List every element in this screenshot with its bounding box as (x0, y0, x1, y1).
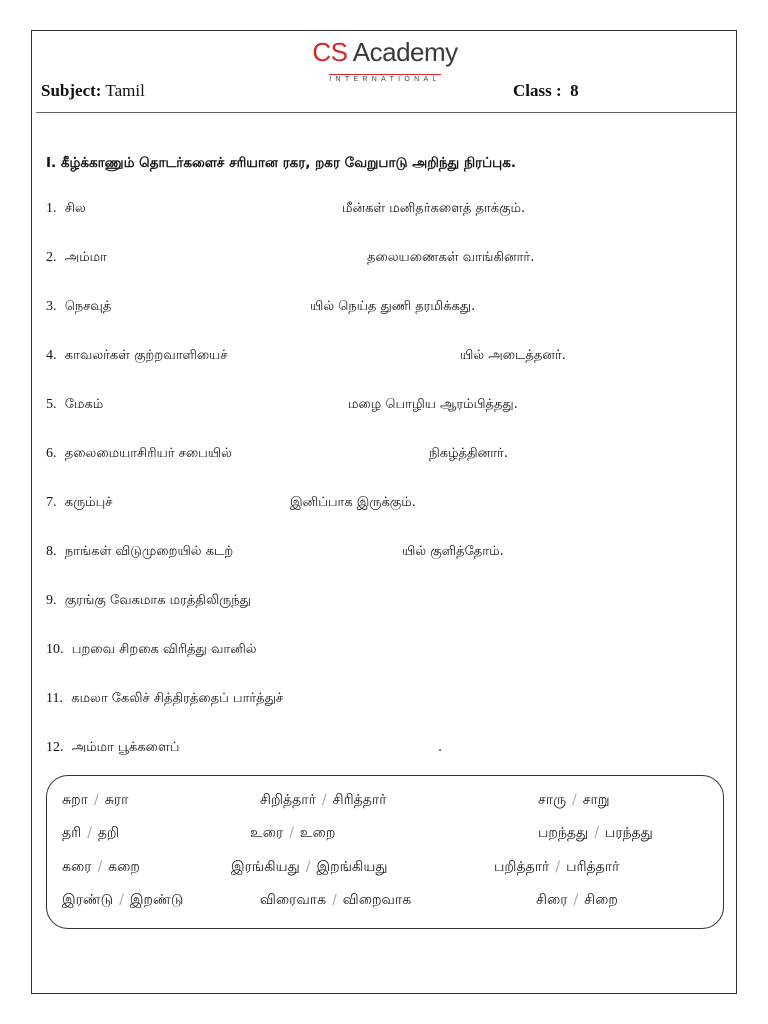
question-number: 7. (46, 495, 57, 510)
question-item (46, 348, 566, 364)
school-logo (300, 38, 470, 85)
word-pair (250, 825, 335, 843)
class-label: Class : (513, 81, 562, 100)
question-text-end: நிகழ்த்தினார். (429, 446, 508, 461)
question-text-start: அம்மா பூக்களைப் (71, 740, 180, 755)
word-separator: / (555, 859, 561, 875)
word-option: தறி (97, 825, 120, 841)
word-option: இறண்டு (129, 892, 184, 908)
question-text-start: கமலா கேலிச் சித்திரத்தைப் பார்த்துச் (71, 691, 284, 706)
word-separator: / (97, 859, 103, 875)
word-option: சிரை (536, 892, 568, 908)
word-separator: / (93, 792, 99, 808)
word-option: இரண்டு (62, 892, 114, 908)
question-number: 3. (46, 299, 57, 314)
word-option: தரி (62, 825, 82, 841)
word-option: விறைவாக (342, 892, 412, 908)
question-item (46, 740, 443, 756)
word-separator: / (87, 825, 92, 841)
word-pair (494, 859, 619, 877)
word-pair (62, 792, 128, 810)
question-item (46, 201, 526, 217)
question-text-start: தலைமையாசிரியர் சபையில் (64, 446, 232, 461)
word-option: சிரித்தார் (332, 792, 387, 808)
word-option: சுறா (62, 792, 88, 808)
word-separator: / (289, 825, 294, 841)
word-pair (538, 792, 610, 810)
question-number: 10. (46, 642, 64, 657)
question-number: 6. (46, 446, 57, 461)
word-option: சிறை (584, 892, 618, 908)
logo-academy: Academy (352, 37, 458, 67)
class-value: 8 (570, 81, 579, 100)
question-item (46, 299, 476, 315)
question-number: 1. (46, 201, 57, 216)
question-text-end: . (438, 740, 443, 755)
word-option: பரந்தது (604, 825, 653, 841)
word-option: உறை (299, 825, 336, 841)
word-separator: / (119, 892, 124, 908)
question-item (46, 544, 504, 560)
word-option: கறை (108, 859, 140, 875)
word-separator: / (321, 792, 327, 808)
word-option: பறந்தது (538, 825, 589, 841)
word-option: சாறு (582, 792, 610, 808)
question-item (46, 593, 251, 609)
question-text-start: அம்மா (64, 250, 107, 265)
question-text-end: யில் நெய்த துணி தரமிக்கது. (310, 299, 476, 314)
word-separator: / (573, 892, 579, 908)
logo-cs: CS (312, 37, 348, 67)
question-item (46, 495, 416, 511)
word-bank-box (46, 775, 724, 929)
subject-line (41, 81, 145, 101)
word-separator: / (572, 792, 577, 808)
subject-label: Subject: (41, 81, 102, 100)
question-text-start: நாங்கள் விடுமுறையில் கடற் (64, 544, 234, 559)
word-pair (538, 825, 653, 843)
word-option: விரைவாக (260, 892, 327, 908)
question-item (46, 250, 535, 266)
word-option: இறங்கியது (316, 859, 388, 875)
instruction-heading: I. கீழ்க்காணும் தொடர்களைச் சரியான ரகர, றகர வேறுபாடு அறிந்து நிரப்புக. (46, 155, 516, 171)
question-text-start: சில (64, 201, 86, 216)
question-number: 12. (46, 740, 64, 755)
word-pair (260, 892, 411, 910)
question-text-start: கரும்புச் (64, 495, 113, 510)
question-text-end: இனிப்பாக இருக்கும். (290, 495, 416, 510)
question-number: 2. (46, 250, 57, 265)
question-number: 8. (46, 544, 57, 559)
word-option: கரை (62, 859, 92, 875)
question-text-start: நெசவுத் (64, 299, 112, 314)
word-separator: / (594, 825, 599, 841)
word-separator: / (305, 859, 311, 875)
question-item (46, 397, 518, 413)
question-text-end: தலையணைகள் வாங்கினார். (367, 250, 535, 265)
question-text-start: காவலர்கள் குற்றவாளியைச் (64, 348, 228, 363)
subject-value: Tamil (105, 81, 145, 100)
question-item (46, 642, 257, 658)
word-option: பறித்தார் (494, 859, 550, 875)
word-pair (260, 792, 387, 810)
question-text-start: குரங்கு வேகமாக மரத்திலிருந்து (64, 593, 251, 608)
question-text-start: மேகம் (64, 397, 104, 412)
question-text-end: யில் அடைத்தனர். (460, 348, 566, 363)
question-number: 9. (46, 593, 57, 608)
word-pair (231, 859, 387, 877)
question-number: 11. (46, 691, 63, 706)
question-text-end: மழை பொழிய ஆரம்பித்தது. (348, 397, 518, 412)
class-line (513, 81, 579, 101)
word-pair (536, 892, 618, 910)
word-option: பரித்தார் (566, 859, 620, 875)
question-number: 4. (46, 348, 57, 363)
word-option: சிறித்தார் (260, 792, 316, 808)
question-item (46, 691, 283, 707)
word-option: சுரா (104, 792, 129, 808)
question-number: 5. (46, 397, 57, 412)
word-pair (62, 859, 140, 877)
word-separator: / (332, 892, 337, 908)
word-pair (62, 892, 183, 910)
question-text-end: யில் குளித்தோம். (402, 544, 504, 559)
header-divider (36, 112, 736, 113)
question-text-start: பறவை சிறகை விரித்து வானில் (71, 642, 257, 657)
logo-subtitle: INTERNATIONAL (329, 76, 441, 83)
word-option: சாரு (538, 792, 567, 808)
question-text-end: மீன்கள் மனிதர்களைத் தாக்கும். (342, 201, 526, 216)
word-option: இரங்கியது (231, 859, 300, 875)
word-option: உரை (250, 825, 284, 841)
question-item (46, 446, 508, 462)
word-pair (62, 825, 119, 843)
